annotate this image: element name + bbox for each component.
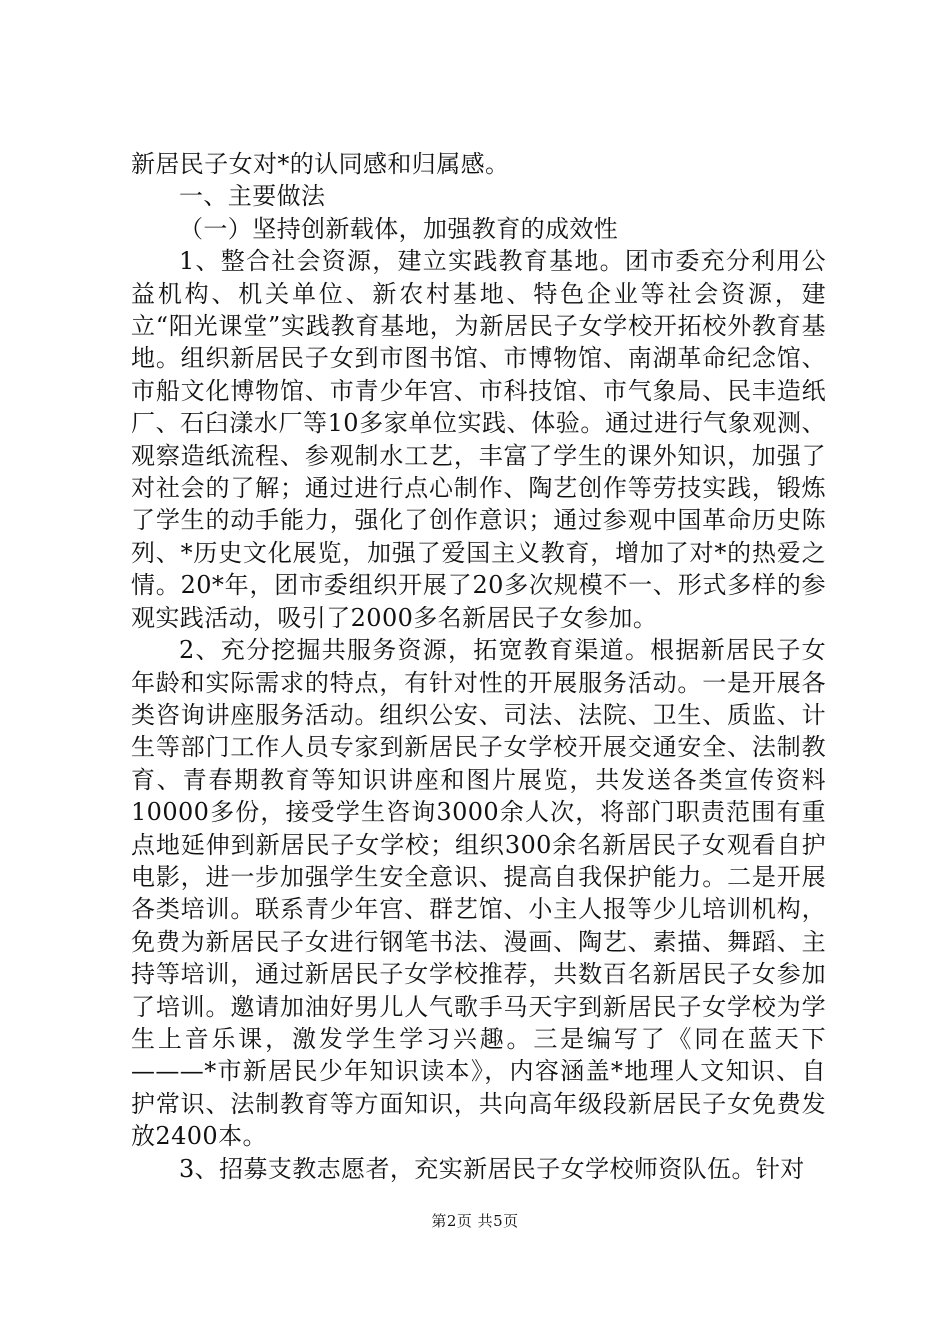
paragraph-item-2: 2、充分挖掘共服务资源，拓宽教育渠道。根据新居民子女年龄和实际需求的特点，有针对性的开展服务活动。一是开展各类咨询讲座服务活动。组织公安、司法、法院、卫生、质监、计生等部门工作人员专家到新居民子女学校开展交通安全、法制教育、青春期教育等知识讲座和图片展览，共发送各类宣传资料10000多份，接受学生咨询3000余人次，将部门职责范围有重点地延伸到新居民子女学校；组织300余名新居民子女观看自护电影，进一步加强学生安全意识、提高自我保护能力。二是开展各类培训。联系青少年宫、群艺馆、小主人报等少儿培训机构，免费为新居民子女进行钢笔书法、漫画、陶艺、素描、舞蹈、主持等培训，通过新居民子女学校推荐，共数百名新居民子女参加了培训。邀请加油好男儿人气歌手马天宇到新居民子女学校为学生上音乐课，激发学生学习兴趣。三是编写了《同在蓝天下———*市新居民少年知识读本》，内容涵盖*地理人文知识、自护常识、法制教育等方面知识，共向高年级段新居民子女免费发放2400本。 [131,636,826,1151]
paragraph-item-1: 1、整合社会资源，建立实践教育基地。团市委充分利用公益机构、机关单位、新农村基地、特色企业等社会资源，建立“阳光课堂”实践教育基地，为新居民子女学校开拓校外教育基地。组织新居民子女到市图书馆、市博物馆、南湖革命纪念馆、市船文化博物馆、市青少年宫、市科技馆、市气象局、民丰造纸厂、石臼漾水厂等10多家单位实践、体验。通过进行气象观测、观察造纸流程、参观制水工艺，丰富了学生的课外知识，加强了对社会的了解；通过进行点心制作、陶艺创作等劳技实践，锻炼了学生的动手能力，强化了创作意识；通过参观中国革命历史陈列、*历史文化展览，加强了爱国主义教育，增加了对*的热爱之情。20*年，团市委组织开展了20多次规模不一、形式多样的参观实践活动，吸引了2000多名新居民子女参加。 [131,247,826,632]
paragraph-item-3: 3、招募支教志愿者，充实新居民子女学校师资队伍。针对 [179,1154,805,1183]
document-body [131,148,826,1185]
subsection-heading-innovation: （一）坚持创新载体，加强教育的成效性 [179,214,619,243]
page-number-footer: 第2页 共5页 [431,1212,519,1230]
paragraph-intro-continuation: 新居民子女对*的认同感和归属感。 [131,150,510,178]
section-heading-main-practices: 一、主要做法 [179,182,326,211]
